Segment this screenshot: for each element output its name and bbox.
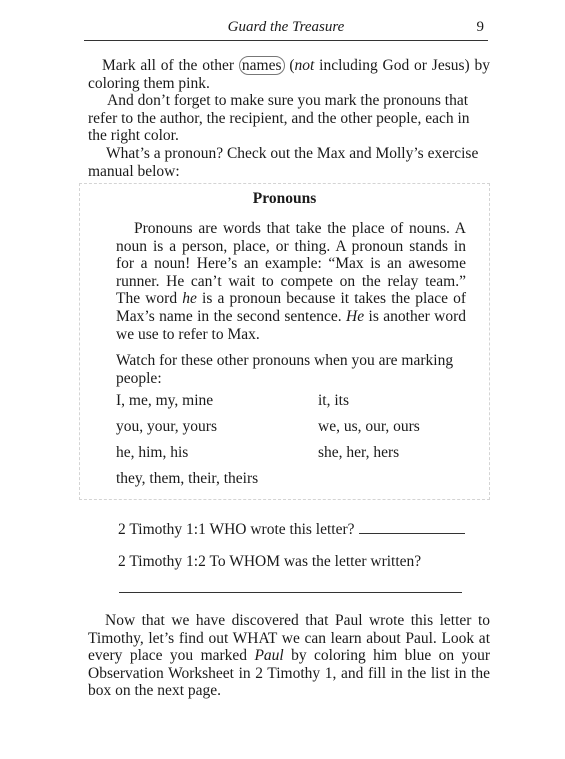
def-part-c: is another word we use to refer to Max.: [116, 307, 466, 343]
not-word: not: [294, 57, 315, 74]
page-number: 9: [476, 19, 484, 35]
p1-mid: (: [284, 57, 295, 74]
header-rule: [84, 40, 488, 41]
instruction-paragraph-2: And don’t forget to make sure you mark the pronouns that refer to the author, the recipient, and the other people, each in the right color.: [88, 92, 470, 145]
pronoun-group-he: he, him, his: [116, 444, 189, 461]
question-who-text: 2 Timothy 1:1 WHO wrote this letter?: [118, 521, 355, 538]
pronouns-watch-text: Watch for these other pronouns when you are marking people:: [116, 352, 454, 387]
question-whom: 2 Timothy 1:2 To WHOM was the letter written?: [118, 553, 422, 570]
page-header: [84, 17, 488, 39]
pronoun-group-she: she, her, hers: [318, 444, 400, 461]
pronouns-title: Pronouns: [252, 190, 317, 207]
answer-blank-whom[interactable]: [119, 592, 462, 593]
closing-paragraph: [88, 612, 490, 700]
names-circled-word: names: [239, 56, 285, 75]
paul-word: Paul: [254, 647, 284, 665]
pronouns-box: [79, 183, 490, 500]
pronoun-group-they: they, them, their, theirs: [116, 470, 259, 487]
pronouns-definition: [116, 220, 466, 343]
pronoun-group-it: it, its: [318, 392, 350, 409]
he-word: he: [182, 290, 197, 308]
pronoun-group-you: you, your, yours: [116, 418, 217, 435]
pronoun-group-we: we, us, our, ours: [318, 418, 420, 435]
header-title: Guard the Treasure: [227, 19, 345, 35]
instruction-paragraph-1: [88, 57, 490, 92]
instruction-paragraph-3: What’s a pronoun? Check out the Max and Molly’s exercise manual below:: [88, 145, 479, 180]
p1-after: including God or Jesus) by coloring them pink.: [88, 57, 491, 92]
p1-before: Mark all of the other: [102, 57, 239, 74]
def-part-a: Pronouns are words that take the place of nouns. A noun is a person, place, or thing. A pronoun stands in for a noun! Here’s an example: “Max is an awesome runner. He can’t wait to compete on the relay team.” The word: [116, 220, 466, 308]
closing-part-a: Now that we have discovered that Paul wrote this letter to Timothy, let’s find out WHAT we can learn about Paul. Look at every place you marked: [88, 612, 490, 665]
closing-part-b: by coloring him blue on your Observation Worksheet in 2 Timothy 1, and fill in the list in the box on the next page.: [88, 647, 490, 700]
def-part-b: is a pronoun because it takes the place of Max’s name in the second sentence.: [116, 290, 467, 325]
He-word: He: [346, 307, 365, 325]
answer-blank-who[interactable]: [359, 519, 465, 534]
question-who: [118, 519, 465, 539]
pronoun-group-i: I, me, my, mine: [116, 392, 214, 409]
